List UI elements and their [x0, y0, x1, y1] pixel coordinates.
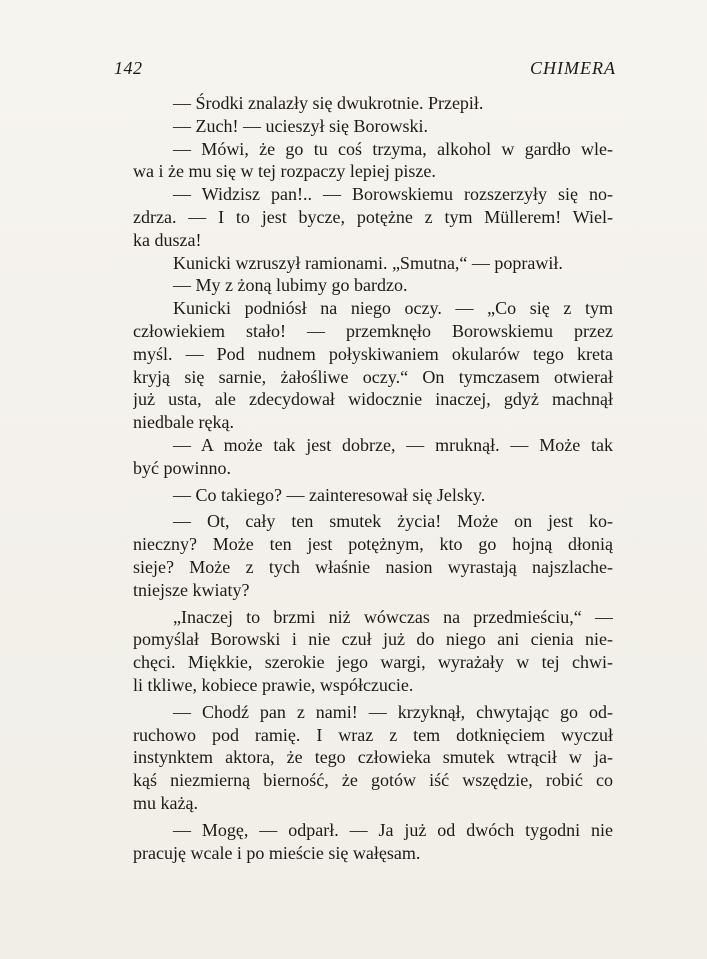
text-line: — Środki znalazły się dwukrotnie. Przepił.	[173, 93, 484, 113]
text-line: — My z żoną lubimy go bardzo.	[173, 275, 408, 296]
paragraph	[133, 183, 613, 251]
body-text	[133, 92, 613, 868]
text-line: li tkliwe, kobiece prawie, współczucie.	[133, 674, 414, 695]
text-line: — Ot, cały ten smutek życia! Może on jest ko-	[173, 511, 613, 532]
text-line: — Widzisz pan!.. — Borowskiemu rozszerzyły się no-	[173, 184, 613, 205]
text-line: — Mogę, — odparł. — Ja już od dwóch tygodni nie	[173, 819, 613, 840]
text-line: tniejsze kwiaty?	[133, 579, 250, 600]
paragraph	[133, 701, 613, 815]
text-line: — A może tak jest dobrze, — mruknął. — Może tak	[173, 434, 613, 455]
running-head: CHIMERA	[530, 58, 616, 78]
text-line: — Zuch! — ucieszył się Borowski.	[173, 115, 428, 136]
paragraph	[133, 606, 613, 697]
text-line: mu każą.	[133, 792, 198, 813]
paragraph	[133, 484, 613, 507]
text-line: ruchowo pod ramię. I wraz z tem dotknięciem wyczuł	[133, 724, 613, 745]
paragraph	[133, 274, 613, 297]
text-line: „Inaczej to brzmi niż wówczas na przedmieściu,“ —	[173, 606, 613, 627]
text-line: sieje? Może z tych właśnie nasion wyrastają najszlache-	[133, 556, 613, 577]
text-line: — Chodź pan z nami! — krzyknął, chwytając go od-	[173, 701, 613, 722]
text-line: człowiekiem stało! — przemknęło Borowskiemu przez	[133, 320, 613, 341]
text-line: myśl. — Pod nudnem połyskiwaniem okularów tego kreta	[133, 343, 613, 364]
text-line: kąś niezmierną bierność, że gotów iść wszędzie, robić co	[133, 770, 613, 791]
text-line: Kunicki podniósł na niego oczy. — „Co się z tym	[173, 298, 613, 319]
paragraph	[133, 819, 613, 865]
paragraph	[133, 115, 613, 138]
text-line: zdrza. — I to jest bycze, potężne z tym Müllerem! Wiel-	[133, 206, 613, 227]
text-line: chęci. Miękkie, szerokie jego wargi, wyrażały w tej chwi-	[133, 652, 613, 673]
text-line: kryją się sarnie, żałośliwe oczy.“ On tymczasem otwierał	[133, 366, 613, 387]
text-line: nieczny? Może ten jest potężnym, kto go hojną dłonią	[133, 534, 613, 555]
paragraph	[133, 138, 613, 184]
paragraph	[133, 434, 613, 480]
text-line: Kunicki wzruszył ramionami. „Smutna,“ — poprawił.	[173, 252, 563, 273]
text-line: już usta, ale zdecydował widocznie inaczej, gdyż machnął	[133, 389, 613, 410]
text-line: instynktem aktora, że tego człowieka smutek wtrącił w ja-	[133, 747, 613, 768]
text-line: pracuję wcale i po mieście się wałęsam.	[133, 842, 421, 863]
text-line: pomyślał Borowski i nie czuł już do niego ani cienia nie-	[133, 629, 613, 650]
page-number: 142	[114, 58, 143, 78]
paragraph	[133, 252, 613, 275]
paragraph	[133, 92, 613, 115]
text-line: — Mówi, że go tu coś trzyma, alkohol w gardło wle-	[173, 138, 613, 159]
text-line: być powinno.	[133, 457, 231, 478]
text-line: wa i że mu się w tej rozpaczy lepiej pisze.	[133, 161, 436, 182]
text-line: ka dusza!	[133, 229, 202, 250]
text-line: niedbale ręką.	[133, 412, 234, 433]
paragraph	[133, 297, 613, 434]
paragraph	[133, 510, 613, 601]
text-line: — Co takiego? — zainteresował się Jelsky.	[173, 484, 486, 505]
